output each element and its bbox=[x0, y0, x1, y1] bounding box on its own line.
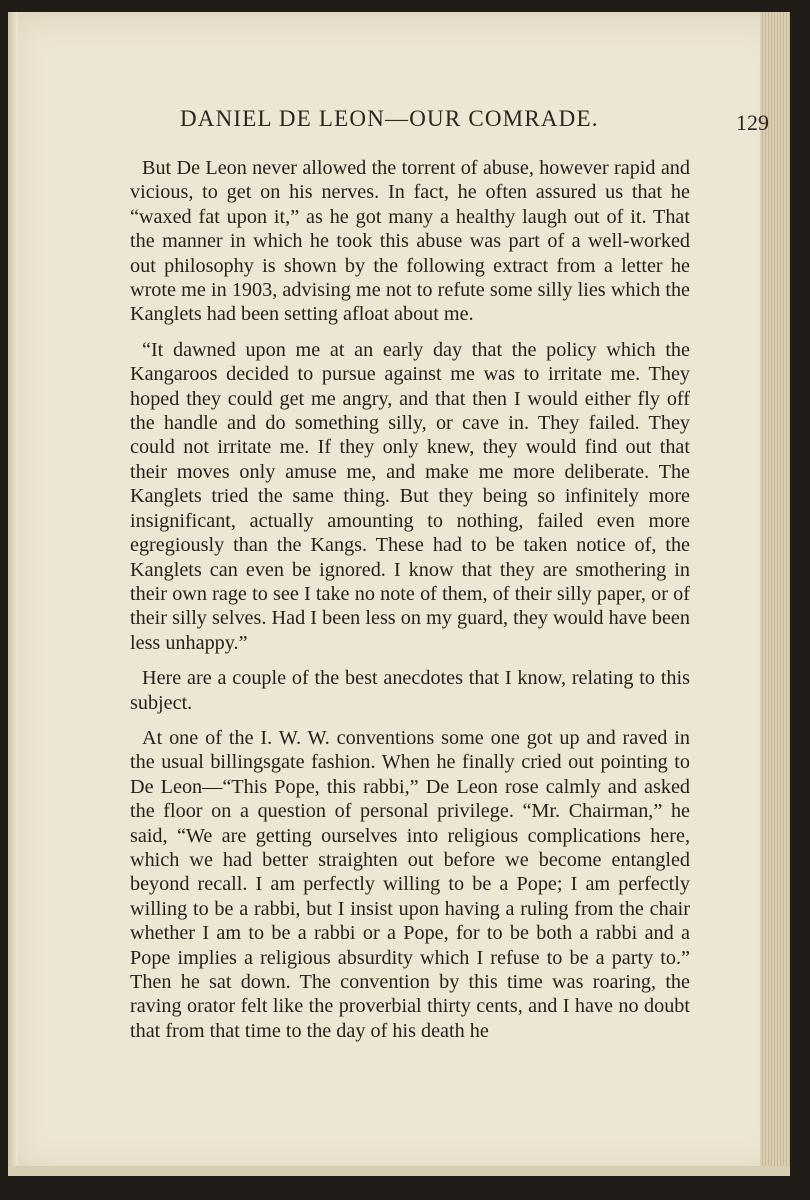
page-number: 129 bbox=[736, 110, 769, 135]
page-bottom-edge bbox=[8, 1166, 790, 1176]
paragraph: “It dawned upon me at an early day that the policy which the Kangaroos decided to pursue against me was to irritate me. They hoped they could get me angry, and that then I would either fly off the handle and do something silly, or cave in. They failed. They could not irritate me. If they only knew, they would find out that their moves only amuse me, and make me more deliberate. The Kanglets tried the same thing. But they being so infinitely more insignificant, actually amounting to nothing, failed even more egregiously than the Kangs. These had to be taken notice of, the Kanglets can even be ignored. I know that they are smothering in their own rage to see I take no note of them, of their silly paper, or of their silly selves. Had I been less on my guard, they would have been less unhappy.” bbox=[130, 338, 690, 654]
paragraph: Here are a couple of the best anecdotes that I know, relating to this subject. bbox=[130, 667, 690, 714]
book-page bbox=[8, 12, 790, 1176]
paragraph: At one of the I. W. W. conventions some one got up and raved in the usual billingsgate fashion. When he finally cried out pointing to De Leon—“This Pope, this rabbi,” De Leon rose calmly and asked the floor on a question of personal privilege. “Mr. Chairman,” he said, “We are getting ourselves into religious complications here, which we had better straighten out before we become entangled beyond recall. I am perfectly willing to be a Pope; I am perfectly willing to be a rabbi, but I insist upon having a ruling from the chair whether I am to be a rabbi or a Pope, for to be both a rabbi and a Pope implies a religious absurdity which I refuse to be a party to.” Then he sat down. The convention by this time was roaring, the raving orator felt like the proverbial thirty cents, and I have no doubt that from that time to the day of his death he bbox=[130, 726, 690, 1042]
running-title: DANIEL DE LEON—OUR COMRADE. bbox=[180, 106, 599, 131]
body-text bbox=[130, 156, 690, 1043]
page-edges bbox=[760, 12, 790, 1176]
page-gutter bbox=[8, 12, 18, 1176]
paragraph: But De Leon never allowed the torrent of abuse, however rapid and vicious, to get on his nerves. In fact, he often assured us that he “waxed fat upon it,” as he got many a healthy laugh out of it. That the manner in which he took this abuse was part of a well-worked out philosophy is shown by the following extract from a letter he wrote me in 1903, advising me not to refute some silly lies which the Kanglets had been setting afloat about me. bbox=[130, 157, 690, 326]
